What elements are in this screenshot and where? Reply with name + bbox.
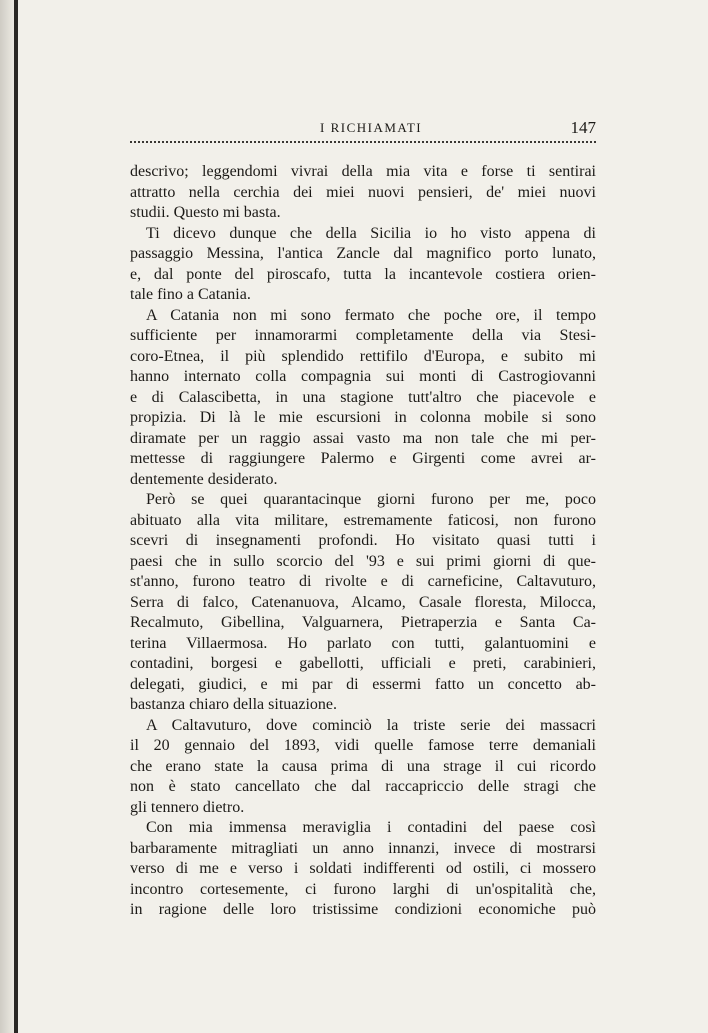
page-header (130, 118, 596, 140)
text-line: bastanza chiaro della situazione. (130, 696, 338, 713)
text-line: non è stato cancellato che dal raccapriccio delle stragi che (130, 778, 596, 795)
text-line: st'anno, furono teatro di rivolte e di carneficine, Caltavuturo, (130, 573, 596, 590)
text-line: coro-Etnea, il più splendido rettifilo d'Europa, e subito mi (130, 347, 596, 365)
text-line: contadini, borgesi e gabellotti, ufficiali e preti, carabinieri, (130, 655, 596, 672)
header-rule (130, 141, 596, 143)
text-line: terina Villaermosa. Ho parlato con tutti, galantuomini e (130, 634, 596, 652)
body-text (130, 162, 596, 921)
text-line: sufficiente per innamorarmi completamente della via Stesi- (130, 327, 596, 344)
text-line: abituato alla vita militare, estremamente faticosi, non furono (130, 511, 596, 529)
text-line: e, dal ponte del piroscafo, tutta la incantevole costiera orien- (130, 265, 596, 283)
text-line: scevri di insegnamenti profondi. Ho visitato quasi tutti i (130, 532, 596, 549)
text-line: Ti dicevo dunque che della Sicilia io ho visto appena di (146, 224, 596, 242)
text-line: paesi che in sullo scorcio del '93 e sui primi giorni di que- (130, 552, 596, 570)
text-line: descrivo; leggendomi vivrai della mia vita e forse ti sentirai (130, 163, 596, 180)
text-line: in ragione delle loro tristissime condizioni economiche può (130, 901, 596, 918)
text-line: dentemente desiderato. (130, 470, 278, 488)
text-line: mettesse di raggiungere Palermo e Girgenti come avrei ar- (130, 450, 596, 467)
text-line: studii. Questo mi basta. (130, 204, 281, 221)
text-line: e di Calascibetta, in una stagione tutt'altro che piacevole e (130, 388, 596, 406)
running-head: I RICHIAMATI (320, 120, 423, 135)
text-line: verso di me e verso i soldati indifferenti od ostili, ci mossero (130, 860, 596, 877)
text-line: il 20 gennaio del 1893, vidi quelle famose terre demaniali (130, 737, 596, 754)
text-line: tale fino a Catania. (130, 286, 251, 303)
text-line: Però se quei quarantacinque giorni furono per me, poco (146, 491, 596, 508)
text-line: che erano state la causa prima di una strage il cui ricordo (130, 757, 596, 775)
page-number: 147 (570, 118, 596, 137)
text-line: A Catania non mi sono fermato che poche ore, il tempo (146, 306, 596, 324)
binding-shadow (0, 0, 14, 1033)
text-line: propizia. Di là le mie escursioni in colonna mobile si sono (130, 409, 596, 426)
text-line: passaggio Messina, l'antica Zancle dal magnifico porto lunato, (130, 245, 596, 262)
binding-edge (14, 0, 18, 1033)
text-line: hanno internato colla compagnia sui monti di Castrogiovanni (130, 368, 596, 385)
text-line: Recalmuto, Gibellina, Valguarnera, Pietraperzia e Santa Ca- (130, 614, 596, 631)
text-line: Serra di falco, Catenanuova, Alcamo, Casale floresta, Milocca, (130, 593, 596, 611)
text-line: barbaramente mitragliati un anno innanzi, invece di mostrarsi (130, 839, 596, 857)
text-line: attratto nella cerchia dei miei nuovi pensieri, de' miei nuovi (130, 183, 596, 201)
text-line: incontro cortesemente, ci furono larghi di un'ospitalità che, (130, 880, 596, 898)
text-line: Con mia immensa meraviglia i contadini del paese così (146, 819, 596, 836)
text-line: gli tennero dietro. (130, 798, 245, 816)
text-line: diramate per un raggio assai vasto ma non tale che mi per- (130, 429, 596, 447)
text-line: delegati, giudici, e mi par di essermi fatto un concetto ab- (130, 675, 596, 693)
text-line: A Caltavuturo, dove cominciò la triste serie dei massacri (146, 716, 596, 734)
